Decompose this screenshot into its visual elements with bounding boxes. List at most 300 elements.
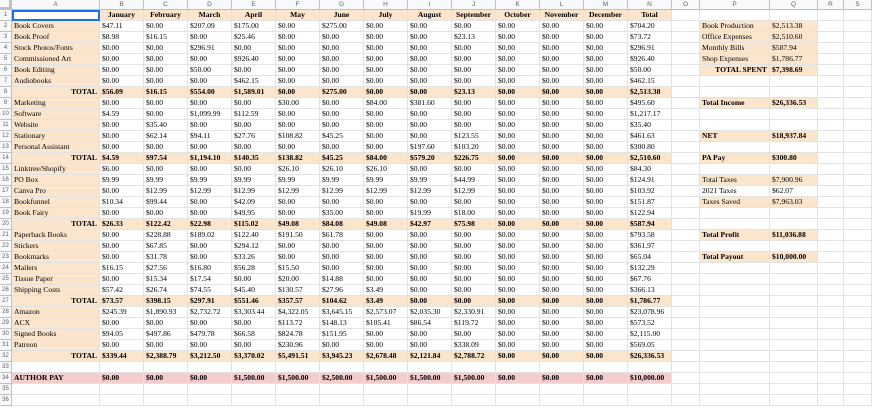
table-cell[interactable] [320, 395, 364, 406]
row-label-cell[interactable]: Book Fairy [12, 208, 100, 219]
table-cell[interactable]: $9.99 [408, 175, 452, 186]
table-cell[interactable]: $0.00 [188, 76, 232, 87]
table-cell[interactable]: $0.00 [364, 197, 408, 208]
table-cell[interactable]: $0.00 [320, 142, 364, 153]
table-cell[interactable]: $20.00 [276, 274, 320, 285]
table-cell[interactable]: $122.40 [232, 230, 276, 241]
empty-cell[interactable] [844, 175, 872, 186]
table-cell[interactable] [452, 362, 496, 373]
table-cell[interactable]: $0.00 [496, 274, 540, 285]
row-header-3[interactable]: 3 [0, 32, 12, 43]
table-cell[interactable]: $0.00 [452, 109, 496, 120]
row-label-cell[interactable]: Tissue Paper [12, 274, 100, 285]
empty-cell[interactable] [818, 98, 844, 109]
table-cell[interactable]: $14.88 [320, 274, 364, 285]
table-cell[interactable]: July [364, 10, 408, 21]
empty-cell[interactable] [818, 87, 844, 98]
table-cell[interactable] [700, 307, 770, 318]
table-cell[interactable] [672, 307, 700, 318]
table-cell[interactable]: $0.00 [452, 197, 496, 208]
table-cell[interactable]: $0.00 [100, 340, 144, 351]
table-cell[interactable]: $0.00 [100, 252, 144, 263]
column-header-r[interactable]: R [818, 0, 844, 10]
table-cell[interactable]: $0.00 [540, 186, 584, 197]
column-header-f[interactable]: F [276, 0, 320, 10]
column-header-d[interactable]: D [188, 0, 232, 10]
table-cell[interactable]: $49.08 [364, 219, 408, 230]
table-cell[interactable]: $73.72 [628, 32, 672, 43]
table-cell[interactable]: $0.00 [364, 65, 408, 76]
empty-cell[interactable] [844, 197, 872, 208]
row-label-cell[interactable]: Bookmarks [12, 252, 100, 263]
table-cell[interactable] [700, 241, 770, 252]
column-header-m[interactable]: M [584, 0, 628, 10]
row-label-cell[interactable]: ACX [12, 318, 100, 329]
table-cell[interactable] [672, 98, 700, 109]
row-header-29[interactable]: 29 [0, 318, 12, 329]
table-cell[interactable]: $122.42 [144, 219, 188, 230]
table-cell[interactable]: $0.00 [496, 263, 540, 274]
empty-cell[interactable] [844, 98, 872, 109]
table-cell[interactable]: $12.99 [320, 186, 364, 197]
empty-cell[interactable] [844, 43, 872, 54]
table-cell[interactable] [672, 131, 700, 142]
table-cell[interactable]: $15.50 [276, 263, 320, 274]
table-cell[interactable]: $73.57 [100, 296, 144, 307]
table-cell[interactable]: $132.29 [628, 263, 672, 274]
row-header-15[interactable]: 15 [0, 164, 12, 175]
table-cell[interactable]: $123.55 [452, 131, 496, 142]
table-cell[interactable]: $12.99 [408, 186, 452, 197]
table-cell[interactable]: $94.11 [188, 131, 232, 142]
table-cell[interactable]: $0.00 [452, 329, 496, 340]
row-header-11[interactable]: 11 [0, 120, 12, 131]
table-cell[interactable]: $151.95 [320, 329, 364, 340]
row-label-cell[interactable]: Book Covers [12, 21, 100, 32]
table-cell[interactable]: $0.00 [100, 54, 144, 65]
table-cell[interactable]: $44.99 [452, 175, 496, 186]
table-cell[interactable]: $0.00 [452, 43, 496, 54]
table-cell[interactable]: $4,322.05 [276, 307, 320, 318]
table-cell[interactable]: $3,645.15 [320, 307, 364, 318]
table-cell[interactable]: $0.00 [452, 98, 496, 109]
empty-cell[interactable] [844, 32, 872, 43]
table-cell[interactable] [672, 175, 700, 186]
table-cell[interactable]: $0.00 [540, 153, 584, 164]
empty-cell[interactable] [844, 142, 872, 153]
table-cell[interactable]: $148.13 [320, 318, 364, 329]
table-cell[interactable] [672, 197, 700, 208]
row-header-5[interactable]: 5 [0, 54, 12, 65]
table-cell[interactable]: $9.99 [364, 175, 408, 186]
table-cell[interactable]: $115.02 [232, 219, 276, 230]
table-cell[interactable]: $27.76 [232, 131, 276, 142]
table-cell[interactable]: $0.00 [364, 54, 408, 65]
table-cell[interactable]: $12.99 [452, 186, 496, 197]
table-cell[interactable]: $0.00 [584, 351, 628, 362]
table-cell[interactable] [700, 351, 770, 362]
table-cell[interactable]: $0.00 [496, 219, 540, 230]
table-cell[interactable]: $0.00 [540, 318, 584, 329]
table-cell[interactable]: $1,500.00 [364, 373, 408, 384]
table-cell[interactable]: $0.00 [364, 142, 408, 153]
row-label-cell[interactable]: Paperback Books [12, 230, 100, 241]
table-cell[interactable]: $45.25 [320, 153, 364, 164]
empty-cell[interactable] [844, 252, 872, 263]
table-cell[interactable]: $462.15 [628, 76, 672, 87]
empty-cell[interactable] [844, 340, 872, 351]
table-cell[interactable]: $16.15 [144, 32, 188, 43]
table-cell[interactable]: $0.00 [188, 98, 232, 109]
table-cell[interactable] [770, 274, 818, 285]
table-cell[interactable]: $99.44 [144, 197, 188, 208]
table-cell[interactable]: $26.10 [320, 164, 364, 175]
table-cell[interactable]: $339.44 [100, 351, 144, 362]
table-cell[interactable] [540, 362, 584, 373]
table-cell[interactable]: $50.00 [628, 65, 672, 76]
table-cell[interactable]: $0.00 [144, 340, 188, 351]
table-cell[interactable]: $0.00 [496, 197, 540, 208]
table-cell[interactable] [672, 263, 700, 274]
table-cell[interactable] [672, 219, 700, 230]
empty-cell[interactable] [818, 219, 844, 230]
table-cell[interactable] [100, 362, 144, 373]
table-cell[interactable] [700, 395, 770, 406]
table-cell[interactable]: $0.00 [276, 252, 320, 263]
empty-cell[interactable] [818, 21, 844, 32]
table-cell[interactable]: $26,336.53 [628, 351, 672, 362]
table-cell[interactable] [672, 164, 700, 175]
table-cell[interactable]: $0.00 [188, 252, 232, 263]
table-cell[interactable]: $0.00 [408, 329, 452, 340]
table-cell[interactable]: $0.00 [408, 197, 452, 208]
table-cell[interactable] [584, 395, 628, 406]
table-cell[interactable] [700, 384, 770, 395]
table-cell[interactable]: $0.00 [320, 109, 364, 120]
table-cell[interactable] [700, 109, 770, 120]
table-cell[interactable] [770, 76, 818, 87]
table-cell[interactable] [320, 384, 364, 395]
table-cell[interactable]: $0.00 [452, 65, 496, 76]
table-cell[interactable]: $1,099.99 [188, 109, 232, 120]
column-header-b[interactable]: B [100, 0, 144, 10]
column-header-i[interactable]: I [408, 0, 452, 10]
table-cell[interactable]: $0.00 [540, 120, 584, 131]
table-cell[interactable] [672, 329, 700, 340]
table-cell[interactable] [700, 219, 770, 230]
table-cell[interactable] [700, 362, 770, 373]
table-cell[interactable]: $0.00 [364, 131, 408, 142]
table-cell[interactable]: $0.00 [232, 318, 276, 329]
table-cell[interactable]: $0.00 [232, 164, 276, 175]
table-cell[interactable]: $22.98 [188, 219, 232, 230]
column-header-p[interactable]: P [700, 0, 770, 10]
empty-cell[interactable] [818, 307, 844, 318]
table-cell[interactable]: $0.00 [496, 230, 540, 241]
table-cell[interactable]: $191.50 [276, 230, 320, 241]
table-cell[interactable]: $0.00 [540, 263, 584, 274]
table-cell[interactable]: $4.59 [100, 153, 144, 164]
table-cell[interactable]: $75.98 [452, 219, 496, 230]
table-cell[interactable]: $2,121.84 [408, 351, 452, 362]
table-cell[interactable] [672, 296, 700, 307]
table-cell[interactable]: $33.26 [232, 252, 276, 263]
table-cell[interactable]: $105.41 [364, 318, 408, 329]
table-cell[interactable]: $9.99 [188, 175, 232, 186]
table-cell[interactable]: $25.46 [232, 32, 276, 43]
table-cell[interactable]: $0.00 [540, 373, 584, 384]
table-cell[interactable]: $27.96 [320, 285, 364, 296]
table-cell[interactable]: $0.00 [144, 76, 188, 87]
table-cell[interactable]: $0.00 [584, 340, 628, 351]
table-cell[interactable]: $0.00 [408, 252, 452, 263]
table-cell[interactable]: $0.00 [584, 230, 628, 241]
table-cell[interactable]: $0.00 [408, 230, 452, 241]
table-cell[interactable]: $0.00 [100, 318, 144, 329]
table-cell[interactable]: $0.00 [144, 142, 188, 153]
empty-cell[interactable] [844, 373, 872, 384]
table-cell[interactable]: $0.00 [584, 54, 628, 65]
empty-cell[interactable] [844, 131, 872, 142]
table-cell[interactable]: $0.00 [496, 98, 540, 109]
row-header-36[interactable]: 36 [0, 395, 12, 406]
table-cell[interactable]: $0.00 [584, 285, 628, 296]
table-cell[interactable]: $0.00 [276, 142, 320, 153]
table-cell[interactable]: $0.00 [408, 120, 452, 131]
table-cell[interactable]: $23.13 [452, 87, 496, 98]
table-cell[interactable]: $0.00 [540, 87, 584, 98]
empty-cell[interactable] [844, 329, 872, 340]
table-cell[interactable]: $0.00 [188, 32, 232, 43]
table-cell[interactable] [700, 340, 770, 351]
table-cell[interactable] [672, 120, 700, 131]
row-label-cell[interactable]: PO Box [12, 175, 100, 186]
table-cell[interactable]: $112.59 [232, 109, 276, 120]
table-cell[interactable]: $26.33 [100, 219, 144, 230]
table-cell[interactable]: $0.00 [408, 241, 452, 252]
table-cell[interactable]: September [452, 10, 496, 21]
empty-cell[interactable] [818, 296, 844, 307]
table-cell[interactable]: $0.00 [276, 43, 320, 54]
table-cell[interactable]: $0.00 [496, 76, 540, 87]
table-cell[interactable] [496, 395, 540, 406]
table-cell[interactable]: $2,573.07 [364, 307, 408, 318]
table-cell[interactable]: $94.05 [100, 329, 144, 340]
column-header-s[interactable]: S [844, 0, 872, 10]
table-cell[interactable]: $296.91 [628, 43, 672, 54]
table-cell[interactable]: $9.99 [144, 175, 188, 186]
table-cell[interactable]: $0.00 [584, 175, 628, 186]
table-cell[interactable]: $0.00 [100, 142, 144, 153]
row-header-6[interactable]: 6 [0, 65, 12, 76]
table-cell[interactable] [672, 65, 700, 76]
empty-cell[interactable] [844, 263, 872, 274]
table-cell[interactable]: $3,370.02 [232, 351, 276, 362]
table-cell[interactable] [700, 329, 770, 340]
table-cell[interactable]: $0.00 [584, 373, 628, 384]
summary-value[interactable]: $300.80 [770, 153, 818, 164]
table-cell[interactable]: $0.00 [364, 329, 408, 340]
row-header-33[interactable]: 33 [0, 362, 12, 373]
row-header-31[interactable]: 31 [0, 340, 12, 351]
table-cell[interactable] [770, 318, 818, 329]
table-cell[interactable]: $0.00 [584, 32, 628, 43]
table-cell[interactable]: $2,678.48 [364, 351, 408, 362]
table-cell[interactable]: $0.00 [540, 274, 584, 285]
table-cell[interactable]: $0.00 [496, 252, 540, 263]
empty-cell[interactable] [818, 10, 844, 21]
table-cell[interactable] [672, 87, 700, 98]
table-cell[interactable]: $0.00 [540, 131, 584, 142]
table-cell[interactable]: $16.80 [188, 263, 232, 274]
row-header-7[interactable]: 7 [0, 76, 12, 87]
table-cell[interactable]: $9.99 [276, 175, 320, 186]
table-cell[interactable]: $0.00 [144, 164, 188, 175]
row-header-9[interactable]: 9 [0, 98, 12, 109]
table-cell[interactable]: $381.60 [408, 98, 452, 109]
row-header-12[interactable]: 12 [0, 131, 12, 142]
table-cell[interactable] [770, 373, 818, 384]
table-cell[interactable] [700, 10, 770, 21]
table-cell[interactable] [540, 384, 584, 395]
table-cell[interactable]: October [496, 10, 540, 21]
table-cell[interactable] [628, 395, 672, 406]
table-cell[interactable]: $226.75 [452, 153, 496, 164]
row-label-cell[interactable]: AUTHOR PAY [12, 373, 100, 384]
table-cell[interactable]: $0.00 [100, 274, 144, 285]
table-cell[interactable]: $0.00 [540, 109, 584, 120]
table-cell[interactable] [700, 142, 770, 153]
table-cell[interactable]: $0.00 [584, 307, 628, 318]
table-cell[interactable] [700, 208, 770, 219]
table-cell[interactable]: $8.98 [100, 32, 144, 43]
table-cell[interactable]: $0.00 [540, 329, 584, 340]
empty-cell[interactable] [844, 351, 872, 362]
row-label-cell[interactable]: Software [12, 109, 100, 120]
table-cell[interactable]: $0.00 [408, 65, 452, 76]
table-cell[interactable]: $35.00 [320, 208, 364, 219]
empty-cell[interactable] [844, 186, 872, 197]
table-cell[interactable] [320, 362, 364, 373]
column-header-j[interactable]: J [452, 0, 496, 10]
table-cell[interactable]: $0.00 [320, 54, 364, 65]
table-cell[interactable]: $0.00 [232, 65, 276, 76]
table-cell[interactable]: $1,890.93 [144, 307, 188, 318]
table-cell[interactable]: $0.00 [408, 54, 452, 65]
table-cell[interactable]: $0.00 [276, 76, 320, 87]
table-cell[interactable]: $0.00 [276, 197, 320, 208]
table-cell[interactable]: $0.00 [496, 32, 540, 43]
table-cell[interactable] [408, 395, 452, 406]
table-cell[interactable] [700, 296, 770, 307]
table-cell[interactable]: $3,303.44 [232, 307, 276, 318]
row-header-2[interactable]: 2 [0, 21, 12, 32]
table-cell[interactable]: $0.00 [496, 65, 540, 76]
table-cell[interactable]: $0.00 [408, 285, 452, 296]
table-cell[interactable]: $0.00 [100, 120, 144, 131]
table-cell[interactable]: $569.05 [628, 340, 672, 351]
table-cell[interactable]: $0.00 [188, 54, 232, 65]
summary-value[interactable]: $11,036.88 [770, 230, 818, 241]
table-cell[interactable] [700, 120, 770, 131]
empty-cell[interactable] [844, 54, 872, 65]
empty-cell[interactable] [818, 153, 844, 164]
table-cell[interactable]: $0.00 [496, 164, 540, 175]
row-header-28[interactable]: 28 [0, 307, 12, 318]
summary-value[interactable]: $1,786.77 [770, 54, 818, 65]
table-cell[interactable]: $0.00 [540, 307, 584, 318]
table-cell[interactable] [672, 318, 700, 329]
table-cell[interactable]: $0.00 [408, 76, 452, 87]
table-cell[interactable]: $0.00 [100, 65, 144, 76]
table-cell[interactable] [276, 384, 320, 395]
table-cell[interactable] [770, 384, 818, 395]
table-cell[interactable]: January [100, 10, 144, 21]
table-cell[interactable]: $551.46 [232, 296, 276, 307]
summary-value[interactable]: $7,963.03 [770, 197, 818, 208]
table-cell[interactable]: $1,217.17 [628, 109, 672, 120]
table-cell[interactable]: $1,589.01 [232, 87, 276, 98]
table-cell[interactable]: $2,330.91 [452, 307, 496, 318]
table-cell[interactable]: $0.00 [100, 43, 144, 54]
table-cell[interactable] [672, 362, 700, 373]
table-cell[interactable] [100, 384, 144, 395]
table-cell[interactable]: $554.00 [188, 87, 232, 98]
table-cell[interactable]: $2,510.60 [628, 153, 672, 164]
table-cell[interactable]: $26.74 [144, 285, 188, 296]
row-label-cell[interactable]: Patreon [12, 340, 100, 351]
table-cell[interactable]: $0.00 [540, 32, 584, 43]
table-cell[interactable]: $0.00 [496, 87, 540, 98]
table-cell[interactable] [770, 10, 818, 21]
table-cell[interactable]: $366.13 [628, 285, 672, 296]
table-cell[interactable]: $0.00 [496, 296, 540, 307]
table-cell[interactable]: $0.00 [276, 120, 320, 131]
row-label-cell[interactable] [12, 362, 100, 373]
table-cell[interactable]: $0.00 [320, 252, 364, 263]
row-header-14[interactable]: 14 [0, 153, 12, 164]
table-cell[interactable]: $84.30 [628, 164, 672, 175]
table-cell[interactable] [672, 340, 700, 351]
table-cell[interactable]: $579.20 [408, 153, 452, 164]
table-cell[interactable]: $0.00 [452, 285, 496, 296]
summary-value[interactable]: $62.07 [770, 186, 818, 197]
column-header-g[interactable]: G [320, 0, 364, 10]
table-cell[interactable]: $0.00 [320, 65, 364, 76]
table-cell[interactable] [770, 307, 818, 318]
table-cell[interactable]: $0.00 [540, 252, 584, 263]
table-cell[interactable]: $12.99 [232, 186, 276, 197]
table-cell[interactable]: August [408, 10, 452, 21]
table-cell[interactable]: $479.78 [188, 329, 232, 340]
table-cell[interactable] [672, 10, 700, 21]
row-label-cell[interactable]: Stock Photos/Fonts [12, 43, 100, 54]
table-cell[interactable]: $151.87 [628, 197, 672, 208]
row-label-cell[interactable]: TOTAL [12, 219, 100, 230]
table-cell[interactable]: $0.00 [540, 208, 584, 219]
row-label-cell[interactable]: TOTAL [12, 351, 100, 362]
table-cell[interactable]: $12.99 [188, 186, 232, 197]
table-cell[interactable]: $0.00 [144, 98, 188, 109]
empty-cell[interactable] [818, 252, 844, 263]
table-cell[interactable]: $0.00 [364, 87, 408, 98]
table-cell[interactable]: $0.00 [320, 241, 364, 252]
table-cell[interactable]: $103.20 [452, 142, 496, 153]
table-cell[interactable]: $0.00 [584, 186, 628, 197]
table-cell[interactable]: $42.97 [408, 219, 452, 230]
table-cell[interactable]: $461.63 [628, 131, 672, 142]
table-cell[interactable]: March [188, 10, 232, 21]
